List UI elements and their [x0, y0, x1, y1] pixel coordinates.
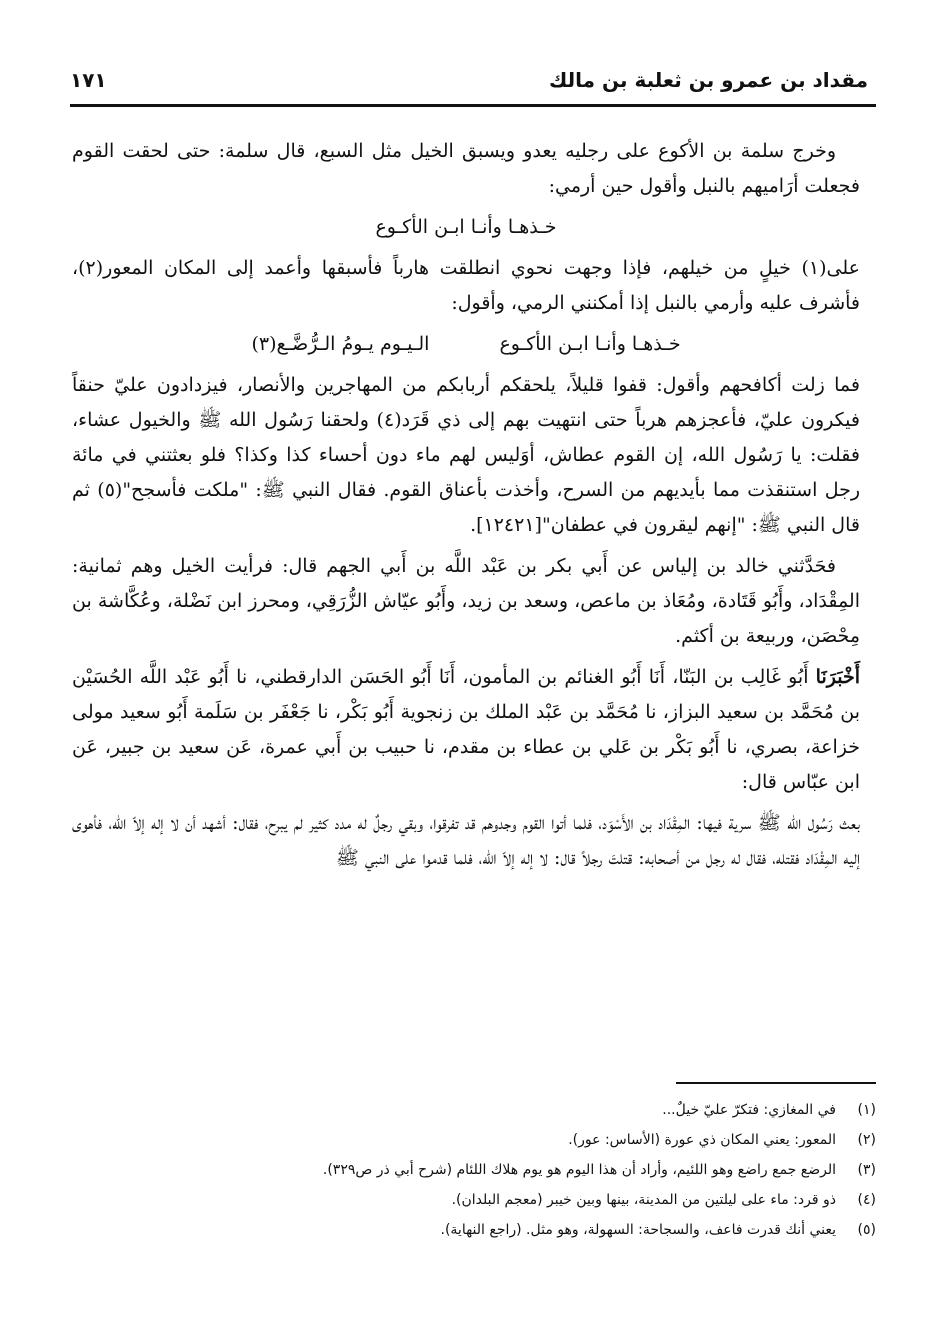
isnad-text: أَبُو غَالِب بن البَنّا، أَنَا أَبُو الغنائم بن المأمون، أَنَا أَبُو الحَسَن الدارقطني، نا أَبُو عَبْد اللَّه الحُسَيْن بن مُحَمَّد بن سعيد البزاز، نا مُحَمَّد بن عَبْد الملك بن زنجوية أَبُو بَكْر، نا جَعْفَر بن سَلَمة أَبُو سعيد مولى خزاعة، بصري، نا أَبُو بَكْر بن عَلي بن عطاء بن مقدم، نا حبيب بن أَبي عمرة، عَن سعيد بن جبير، عَن ابن عبّاس قال:	[72, 666, 860, 793]
header-title: مقداد بن عمرو بن ثعلبة بن مالك	[549, 68, 868, 92]
header-rule	[70, 104, 876, 107]
page-number: ١٧١	[70, 68, 107, 92]
footnote	[70, 1215, 876, 1245]
verse-hemistich: خـذهـا وأنـا ابـن الأكـوع	[499, 333, 681, 355]
footnote-text: في المغازي: فتكرّ عليّ خيلٌ...	[662, 1102, 836, 1118]
footnote-number: (٢)	[857, 1132, 876, 1148]
paragraph: فما زلت أكافحهم وأقول: قفوا قليلاً، يلحقكم أربابكم من المهاجرين والأنصار، فيزدادون عليّ حنقاً فيكرون عليّ، فأعجزهم هرباً حتى انتهيت بهم إلى ذي قَرَد(٤) ولحقنا رَسُول الله ﷺ والخيول عشاء، فقلت: يا رَسُول الله، إن القوم عطاش، أوَليس لهم ماء دون أحساء كذا وكذا؟ فلو بعثتني في مائة رجل استنقذت مما بأيديهم من السرح، وأخذت بأعناق القوم. فقال النبي ﷺ: "ملكت فأسجح"(٥) ثم قال النبي ﷺ: "إنهم ليقرون في عطفان"[١٢٤٢١].	[72, 374, 861, 536]
footnote	[70, 1095, 876, 1125]
footnote-number: (٤)	[857, 1192, 876, 1208]
footnote	[70, 1155, 876, 1185]
paragraph: فحَدَّثني خالد بن إلياس عن أَبي بكر بن عَبْد اللَّه بن أَبي الجهم قال: فرأيت الخيل وهم ثمانية: المِقْدَاد، وأَبُو قَتَادة، ومُعَاذ بن ماعص، وسعد بن زيد، وأَبُو عيّاش الزُّرَقِي، ومحرز ابن نَضْلة، وعُكَّاشة بن مِحْصَن، وربيعة بن أكثم.	[72, 555, 860, 647]
paragraph: على(١) خيلٍ من خيلهم، فإذا وجهت نحوي انطلقت هارباً فأسبقها وأعمد إلى المكان المعور(٢)، فأشرف عليه وأرمي بالنبل إذا أمكنني الرمي، وأقول:	[72, 257, 860, 314]
footnotes	[70, 1095, 876, 1245]
paragraph: وخرج سلمة بن الأكوع على رجليه يعدو ويسبق الخيل مثل السبع، قال سلمة: حتى لحقت القوم فجعلت أرَاميهم بالنبل وأقول حين أرمي:	[72, 140, 860, 197]
footnote-text: الرضع جمع راضع وهو اللئيم، وأراد أن هذا اليوم هو يوم هلاك اللئام (شرح أبي ذر ص٣٢٩).	[322, 1162, 836, 1178]
footnote-number: (١)	[857, 1102, 876, 1118]
running-header	[70, 60, 868, 100]
main-text	[72, 134, 860, 882]
footnote-rule	[676, 1082, 876, 1084]
footnote-text: يعني أنك قدرت فاعف، والسجاحة: السهولة، وهو مثل. (راجع النهاية).	[440, 1222, 836, 1238]
footnote-number: (٣)	[857, 1162, 876, 1178]
paragraph: بعث رَسُول الله ﷺ سرية فيها: المِقْدَاد بن الأَسْوَد، فلما أتوا القوم وجدوهم قد تفرقوا، وبقي رجلٌ له مدد كثير لم يبرح، فقال: أشهد أن لا إله إلاّ الله، فأهوى إليه المِقْدَاد فقتله، فقال له رجل من أصحابه: قتلتَ رجلاً قال: لا إله إلاّ الله، فلما قدموا على النبي ﷺ	[72, 812, 860, 869]
verse-hemistich: الـيـوم يـومُ الـرُّضَّـع(٣)	[251, 333, 430, 355]
footnote-text: ذو قرد: ماء على ليلتين من المدينة، بينها وبين خيبر (معجم البلدان).	[451, 1192, 836, 1208]
footnote	[70, 1125, 876, 1155]
footnote	[70, 1185, 876, 1215]
verse-line: خـذهـا وأنـا ابـن الأكـوع	[375, 216, 557, 238]
footnote-text: المعور: يعني المكان ذي عورة (الأساس: عور).	[568, 1132, 836, 1148]
isnad-lead: أَخْبَرَنَا	[815, 666, 860, 688]
paragraph	[72, 660, 860, 800]
verse-couplet	[72, 327, 860, 362]
footnote-number: (٥)	[857, 1222, 876, 1238]
